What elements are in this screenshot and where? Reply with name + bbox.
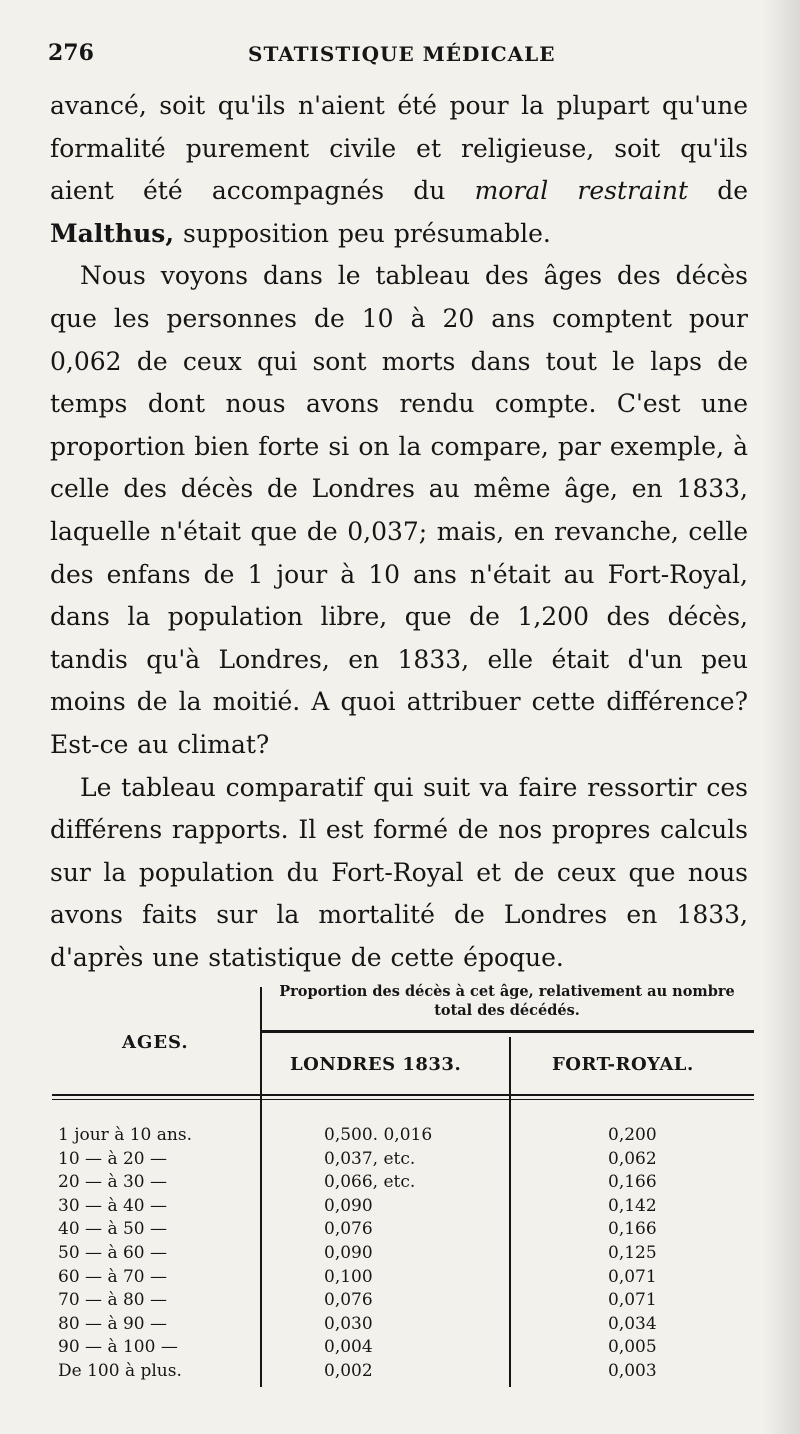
running-title: STATISTIQUE MÉDICALE bbox=[248, 42, 556, 66]
paragraph-2: Nous voyons dans le tableau des âges des décès que les personnes de 10 à 20 ans comptent pour 0,062 de ceux qui sont morts dans tout le laps de temps dont nous avons rendu compte. C'est une proportion bien forte si on la compare, par exemple, à celle des décès de Londres au même âge, en 1833, laquelle n'était que de 0,037; mais, en revanche, celle des enfans de 1 jour à 10 ans n'était au Fort-Royal, dans la population libre, que de 1,200 des décès, tandis qu'à Londres, en 1833, elle était d'un peu moins de la moitié. A quoi attribuer cette différence? Est-ce au climat? bbox=[50, 261, 748, 759]
age-cell: 90 — à 100 — bbox=[58, 1337, 178, 1358]
age-cell: 40 — à 50 — bbox=[58, 1219, 168, 1240]
age-cell: 30 — à 40 — bbox=[58, 1195, 168, 1216]
table-rule-header-thin bbox=[52, 1099, 754, 1100]
fort-royal-cell: 0,071 bbox=[608, 1290, 657, 1311]
table-row bbox=[52, 1289, 754, 1313]
table-rule-proportion bbox=[262, 1030, 754, 1033]
proportion-header: Proportion des décès à cet âge, relativement au nombre total des décédés. bbox=[279, 983, 735, 1019]
london-cell: 0,076 bbox=[324, 1219, 373, 1240]
age-cell: 80 — à 90 — bbox=[58, 1313, 168, 1334]
paragraph-1 bbox=[50, 85, 748, 255]
age-cell: 50 — à 60 — bbox=[58, 1242, 168, 1263]
table-row bbox=[52, 1218, 754, 1242]
page-number: 276 bbox=[48, 40, 94, 66]
london-cell: 0,100 bbox=[324, 1266, 373, 1287]
fort-royal-cell: 0,071 bbox=[608, 1266, 657, 1287]
fort-royal-header: FORT-ROYAL. bbox=[552, 1054, 694, 1075]
paragraph-1-name: Malthus, bbox=[50, 218, 175, 248]
fort-royal-cell: 0,166 bbox=[608, 1219, 657, 1240]
ages-header: AGES. bbox=[122, 1032, 189, 1053]
table-row bbox=[52, 1360, 754, 1384]
table-rule-header bbox=[52, 1094, 754, 1096]
paragraph-1-italic: moral restraint bbox=[474, 176, 688, 206]
table-row bbox=[52, 1242, 754, 1266]
body-text bbox=[50, 85, 748, 979]
london-cell: 0,002 bbox=[324, 1360, 373, 1381]
london-header: LONDRES 1833. bbox=[290, 1054, 462, 1075]
age-cell: 70 — à 80 — bbox=[58, 1290, 168, 1311]
age-cell: De 100 à plus. bbox=[58, 1360, 182, 1381]
age-cell: 10 — à 20 — bbox=[58, 1148, 168, 1169]
london-cell: 0,004 bbox=[324, 1337, 373, 1358]
fort-royal-cell: 0,200 bbox=[608, 1125, 657, 1145]
table-row bbox=[52, 1195, 754, 1219]
page-edge-shadow bbox=[762, 0, 800, 1434]
table-row bbox=[52, 1313, 754, 1337]
london-cell: 0,066, etc. bbox=[324, 1172, 416, 1193]
paragraph-3: Le tableau comparatif qui suit va faire ressortir ces différens rapports. Il est formé de nos propres calculs sur la population du Fort-Royal et de ceux que nous avons faits sur la mortalité de Londres en 1833, d'après une statistique de cette époque. bbox=[50, 772, 748, 972]
table-row bbox=[52, 1266, 754, 1290]
paragraph-1-after: de bbox=[717, 176, 748, 206]
table-row bbox=[52, 1124, 754, 1148]
london-cell: 0,076 bbox=[324, 1290, 373, 1311]
fort-royal-cell: 0,062 bbox=[608, 1148, 657, 1169]
paragraph-1-end: supposition peu présumable. bbox=[183, 218, 551, 248]
table-body bbox=[52, 1124, 754, 1384]
fort-royal-cell: 0,034 bbox=[608, 1313, 657, 1334]
paragraph-1-text: avancé, soit qu'ils n'aient été pour la plupart qu'une formalité purement civile et religieuse, soit qu'ils aient été accompagnés du bbox=[50, 91, 748, 206]
london-cell: 0,037, etc. bbox=[324, 1148, 416, 1169]
table-row bbox=[52, 1336, 754, 1360]
age-cell: 1 jour à 10 ans. bbox=[58, 1125, 192, 1145]
fort-royal-cell: 0,142 bbox=[608, 1195, 657, 1216]
london-cell: 0,090 bbox=[324, 1242, 373, 1263]
fort-royal-cell: 0,125 bbox=[608, 1242, 657, 1263]
fort-royal-cell: 0,166 bbox=[608, 1172, 657, 1193]
london-cell: 0,090 bbox=[324, 1195, 373, 1216]
age-cell: 20 — à 30 — bbox=[58, 1172, 168, 1193]
fort-royal-cell: 0,003 bbox=[608, 1360, 657, 1381]
fort-royal-cell: 0,005 bbox=[608, 1337, 657, 1358]
running-head bbox=[48, 40, 748, 76]
mortality-table bbox=[52, 982, 754, 1392]
age-cell: 60 — à 70 — bbox=[58, 1266, 168, 1287]
table-row bbox=[52, 1171, 754, 1195]
london-cell: 0,500. 0,016 bbox=[324, 1125, 433, 1145]
table-row bbox=[52, 1148, 754, 1172]
london-cell: 0,030 bbox=[324, 1313, 373, 1334]
